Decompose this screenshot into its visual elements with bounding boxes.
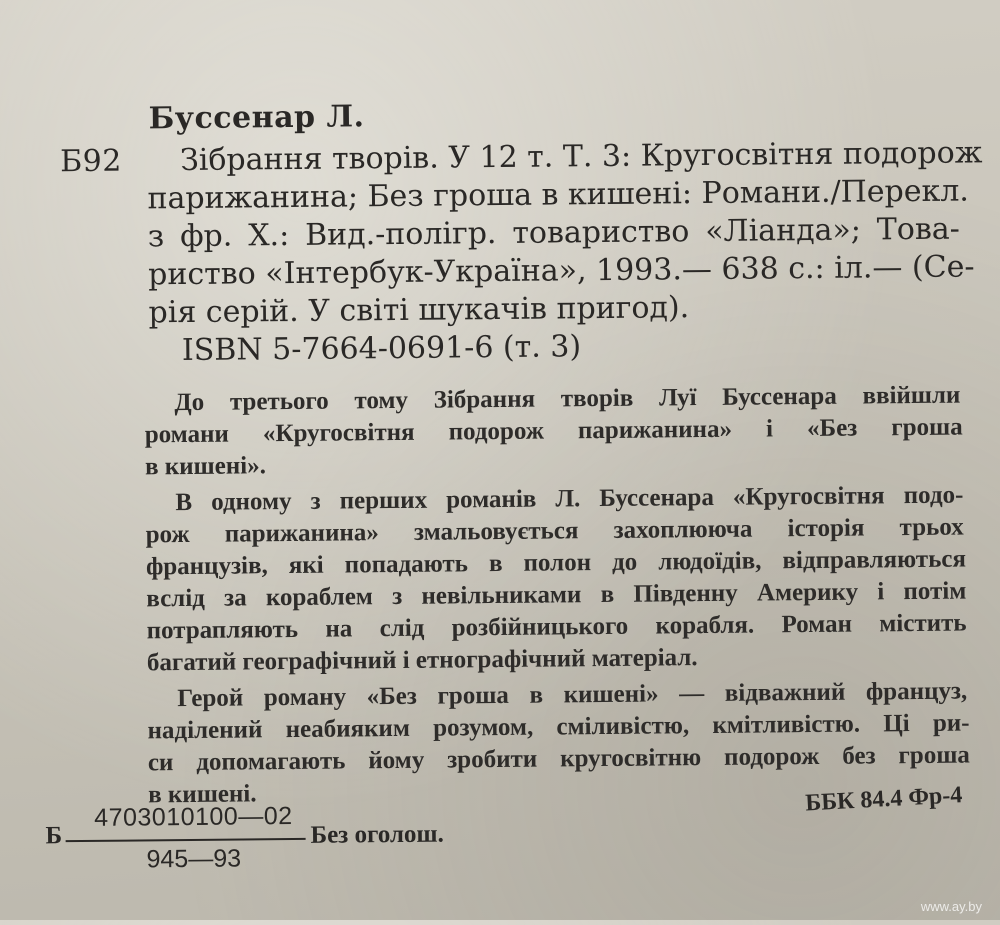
imprint-fraction-line xyxy=(66,838,306,842)
annotation-line: Герой роману «Без гроша в кишені» — відважний француз, xyxy=(177,677,968,713)
annotation-line: До третього тому Зібрання творів Луї Буссенара ввійшли xyxy=(174,381,961,417)
description-line: з фр. Х.: Вид.-полігр. товариство «Ліанда»; Това- xyxy=(147,211,960,255)
isbn: ISBN 5-7664-0691-6 (т. 3) xyxy=(181,329,582,369)
imprint-denominator: 945—93 xyxy=(146,844,242,874)
annotation-line: В одному з перших романів Л. Буссенара «Кругосвітня подо- xyxy=(175,481,964,517)
description-line: парижанина; Без гроша в кишені: Романи./Перекл. xyxy=(147,173,970,217)
imprint-note: Без оголош. xyxy=(310,820,444,849)
imprint-numerator: 4703010100—02 xyxy=(94,802,293,832)
bbk-classification: ББК 84.4 Фр-4 xyxy=(804,782,963,817)
annotation-line: потрапляють на слід розбійницького корабля. Роман містить xyxy=(146,609,967,645)
imprint-prefix: Б xyxy=(45,822,63,850)
description-line: риство «Інтербук-Україна», 1993.— 638 с.: іл.— (Се- xyxy=(148,249,975,293)
annotation-line: рож парижанина» змальовується захоплююча історія трьох xyxy=(145,513,964,549)
annotation-line: в кишені». xyxy=(144,452,267,481)
catalog-code: Б92 xyxy=(59,143,123,180)
description-line: рія серій. У світі шукачів пригод). xyxy=(148,290,690,331)
annotation-line: вслід за кораблем з невільниками в Південну Америку і потім xyxy=(146,577,967,613)
author-heading: Буссенар Л. xyxy=(148,99,365,137)
description-line: Зібрання творів. У 12 т. Т. 3: Кругосвітня подорож xyxy=(179,135,983,179)
annotation-line: в кишені. xyxy=(148,780,257,809)
annotation-line: романи «Кругосвітня подорож парижанина» і «Без гроша xyxy=(144,413,963,449)
annotation-line: багатий географічний і етнографічний матеріал. xyxy=(146,644,698,677)
watermark: www.ay.by xyxy=(920,899,982,914)
annotation-line: си допомагають йому зробити кругосвітню подорож без гроша xyxy=(147,741,970,777)
annotation-line: наділений неабияким розумом, сміливістю, кмітливістю. Ці ри- xyxy=(147,709,970,745)
annotation-line: французів, які попадають в полон до людоїдів, відправляються xyxy=(145,545,967,581)
